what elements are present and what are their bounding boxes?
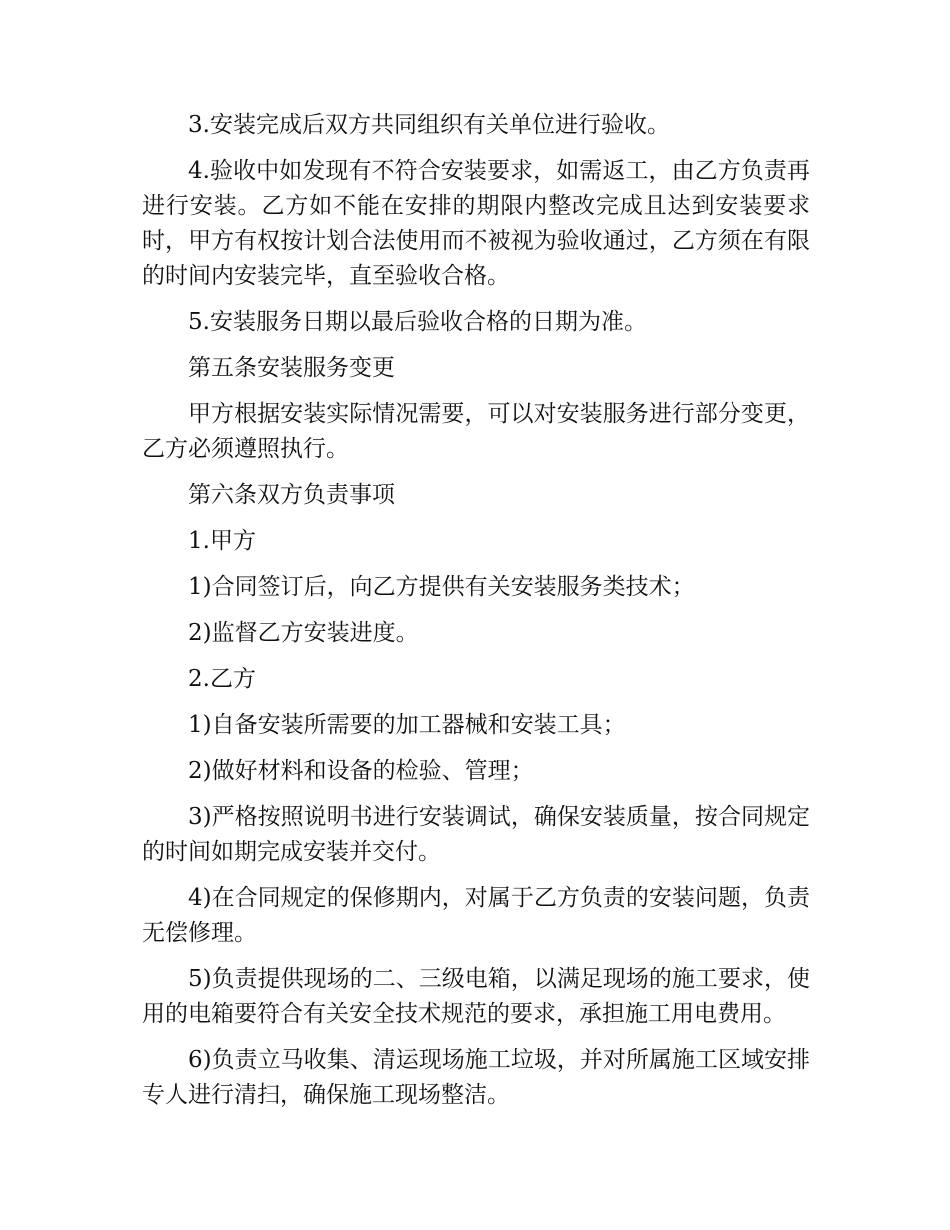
document-body xyxy=(142,108,810,1124)
list-item-party-b-4: 4)在合同规定的保修期内，对属于乙方负责的安装问题，负责无偿修理。 xyxy=(142,885,810,946)
list-item-party-b-1: 1)自备安装所需要的加工器械和安装工具； xyxy=(188,712,626,738)
paragraph-service-date: 5.安装服务日期以最后验收合格的日期为准。 xyxy=(188,309,647,335)
subheading-party-b: 2.乙方 xyxy=(188,666,256,692)
list-item-party-a-2: 2)监督乙方安装进度。 xyxy=(188,620,419,646)
section-heading-article-5: 第五条安装服务变更 xyxy=(188,355,395,381)
paragraph-acceptance-organize: 3.安装完成后双方共同组织有关单位进行验收。 xyxy=(188,112,670,138)
list-item-party-b-6: 6)负责立马收集、清运现场施工垃圾，并对所属施工区域安排专人进行清扫，确保施工现场整洁。 xyxy=(142,1047,810,1108)
paragraph-service-change: 甲方根据安装实际情况需要，可以对安装服务进行部分变更，乙方必须遵照执行。 xyxy=(142,401,810,462)
section-heading-article-6: 第六条双方负责事项 xyxy=(188,482,395,508)
list-item-party-b-3: 3)严格按照说明书进行安装调试，确保安装质量，按合同规定的时间如期完成安装并交付。 xyxy=(142,804,810,865)
paragraph-acceptance-rework: 4.验收中如发现有不符合安装要求，如需返工，由乙方负责再进行安装。乙方如不能在安排的期限内整改完成且达到安装要求时，甲方有权按计划合法使用而不被视为验收通过，乙方须在有限的时间内安装完毕，直至验收合格。 xyxy=(142,158,810,289)
subheading-party-a: 1.甲方 xyxy=(188,528,256,554)
list-item-party-a-1: 1)合同签订后，向乙方提供有关安装服务类技术； xyxy=(188,574,695,600)
list-item-party-b-2: 2)做好材料和设备的检验、管理； xyxy=(188,758,534,784)
list-item-party-b-5: 5)负责提供现场的二、三级电箱，以满足现场的施工要求，使用的电箱要符合有关安全技术规范的要求，承担施工用电费用。 xyxy=(142,966,810,1027)
